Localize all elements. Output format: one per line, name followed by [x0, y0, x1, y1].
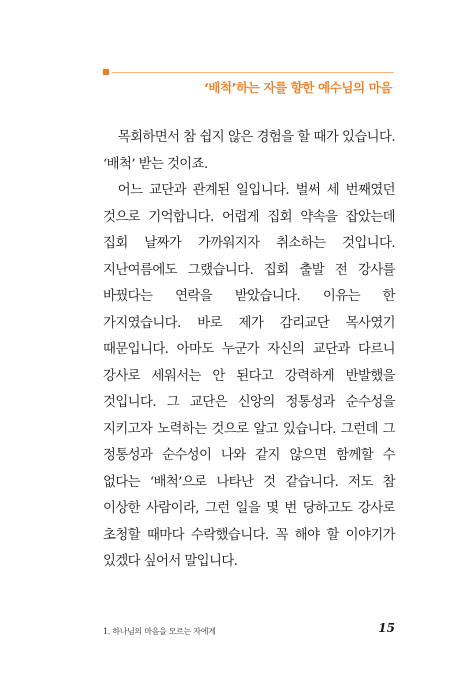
chapter-title: ‘배척’하는 자를 향한 예수님의 마음 — [204, 80, 392, 95]
page-number: 15 — [378, 621, 395, 635]
paragraph-2: 어느 교단과 관계된 일입니다. 벌써 세 번째였던 것으로 기억합니다. 어렵게 집회 약속을 잡았는데 집회 날짜가 가까워지자 취소하는 것입니다. 지난여름에도 그랬습니다. 집회 출발 전 강사를 바꿨다는 연락을 받았습니다. 이유는 한 가지였습니다. 바로 제가 감리교단 목사였기 때문입니다. 아마도 누군가 자신의 교단과 다르니 강사로 세워서는 안 된다고 강력하게 반발했을 것입니다. 그 교단은 신앙의 정통성과 순수성을 지키고자 노력하는 것으로 알고 있습니다. 그런데 그 정통성과 순수성이 나와 같지 않으면 함께할 수 없다는 ‘배척’으로 나타난 것 같습니다. 저도 참 이상한 사람이라, 그런 일을 몇 번 당하고도 강사로 초청할 때마다 수락했습니다. 꼭 해야 할 이야기가 있겠다 싶어서 말입니다. — [103, 183, 395, 569]
paragraph-1: 목회하면서 참 쉽지 않은 경험을 할 때가 있습니다. ‘배척’ 받는 것이죠. — [103, 130, 395, 172]
header-rule — [112, 72, 394, 73]
body-text — [103, 125, 395, 576]
header-marker — [103, 69, 109, 75]
footer-chapter-label: 1. 하나님의 마음을 모르는 자에게 — [103, 627, 216, 636]
